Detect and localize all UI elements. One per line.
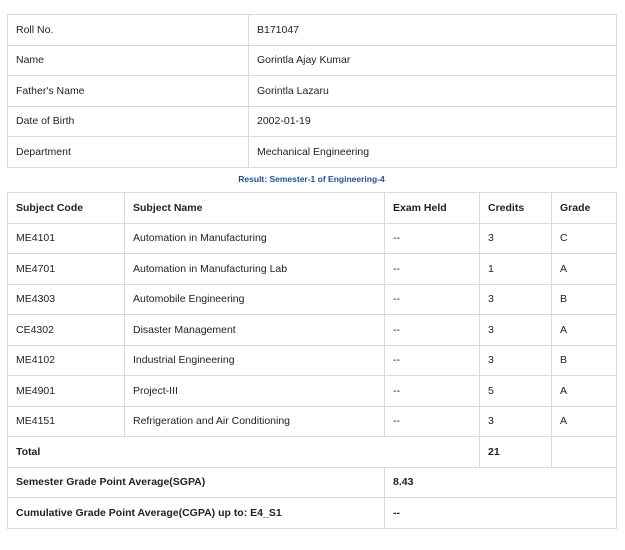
header-exam-held: Exam Held bbox=[385, 193, 480, 224]
exam-held: -- bbox=[385, 223, 480, 254]
subject-name: Industrial Engineering bbox=[125, 345, 385, 376]
total-credits: 21 bbox=[480, 437, 552, 468]
subject-code: ME4102 bbox=[8, 345, 125, 376]
total-row bbox=[8, 437, 617, 468]
table-row bbox=[8, 406, 617, 437]
subject-code: ME4303 bbox=[8, 284, 125, 315]
total-grade-empty bbox=[552, 437, 617, 468]
header-subject-name: Subject Name bbox=[125, 193, 385, 224]
result-header-row bbox=[8, 193, 617, 224]
father-name-value: Gorintla Lazaru bbox=[249, 76, 617, 107]
table-row bbox=[8, 376, 617, 407]
grade: A bbox=[552, 376, 617, 407]
table-row bbox=[8, 345, 617, 376]
table-row bbox=[8, 315, 617, 346]
header-grade: Grade bbox=[552, 193, 617, 224]
grade: B bbox=[552, 284, 617, 315]
subject-code: ME4701 bbox=[8, 254, 125, 285]
total-label: Total bbox=[8, 437, 480, 468]
exam-held: -- bbox=[385, 315, 480, 346]
student-row-date-of-birth bbox=[8, 106, 617, 137]
header-subject-code: Subject Code bbox=[8, 193, 125, 224]
credits: 3 bbox=[480, 406, 552, 437]
table-row bbox=[8, 223, 617, 254]
sgpa-value: 8.43 bbox=[385, 467, 617, 498]
father-name-label: Father's Name bbox=[8, 76, 249, 107]
cgpa-value: -- bbox=[385, 498, 617, 529]
subject-code: ME4901 bbox=[8, 376, 125, 407]
header-credits: Credits bbox=[480, 193, 552, 224]
table-row bbox=[8, 254, 617, 285]
grade: B bbox=[552, 345, 617, 376]
subject-code: ME4151 bbox=[8, 406, 125, 437]
subject-name: Refrigeration and Air Conditioning bbox=[125, 406, 385, 437]
credits: 3 bbox=[480, 223, 552, 254]
subject-code: ME4101 bbox=[8, 223, 125, 254]
name-label: Name bbox=[8, 45, 249, 76]
credits: 1 bbox=[480, 254, 552, 285]
department-label: Department bbox=[8, 137, 249, 168]
grade: A bbox=[552, 406, 617, 437]
exam-held: -- bbox=[385, 254, 480, 285]
exam-held: -- bbox=[385, 345, 480, 376]
subject-name: Automobile Engineering bbox=[125, 284, 385, 315]
student-row-name bbox=[8, 45, 617, 76]
result-table bbox=[7, 192, 617, 529]
subject-code: CE4302 bbox=[8, 315, 125, 346]
date-of-birth-value: 2002-01-19 bbox=[249, 106, 617, 137]
table-row bbox=[8, 284, 617, 315]
result-title: Result: Semester-1 of Engineering-4 bbox=[238, 174, 385, 184]
student-row-father-name bbox=[8, 76, 617, 107]
subject-name: Automation in Manufacturing Lab bbox=[125, 254, 385, 285]
name-value: Gorintla Ajay Kumar bbox=[249, 45, 617, 76]
grade: A bbox=[552, 315, 617, 346]
subject-name: Automation in Manufacturing bbox=[125, 223, 385, 254]
exam-held: -- bbox=[385, 284, 480, 315]
credits: 3 bbox=[480, 284, 552, 315]
credits: 5 bbox=[480, 376, 552, 407]
student-row-department bbox=[8, 137, 617, 168]
credits: 3 bbox=[480, 345, 552, 376]
subject-name: Project-III bbox=[125, 376, 385, 407]
department-value: Mechanical Engineering bbox=[249, 137, 617, 168]
student-info-table bbox=[7, 14, 617, 168]
cgpa-label: Cumulative Grade Point Average(CGPA) up to: E4_S1 bbox=[8, 498, 385, 529]
subject-name: Disaster Management bbox=[125, 315, 385, 346]
grade: A bbox=[552, 254, 617, 285]
sgpa-row bbox=[8, 467, 617, 498]
exam-held: -- bbox=[385, 406, 480, 437]
roll-no-label: Roll No. bbox=[8, 15, 249, 46]
student-row-roll-no bbox=[8, 15, 617, 46]
credits: 3 bbox=[480, 315, 552, 346]
sgpa-label: Semester Grade Point Average(SGPA) bbox=[8, 467, 385, 498]
exam-held: -- bbox=[385, 376, 480, 407]
roll-no-value: B171047 bbox=[249, 15, 617, 46]
grade: C bbox=[552, 223, 617, 254]
date-of-birth-label: Date of Birth bbox=[8, 106, 249, 137]
cgpa-row bbox=[8, 498, 617, 529]
